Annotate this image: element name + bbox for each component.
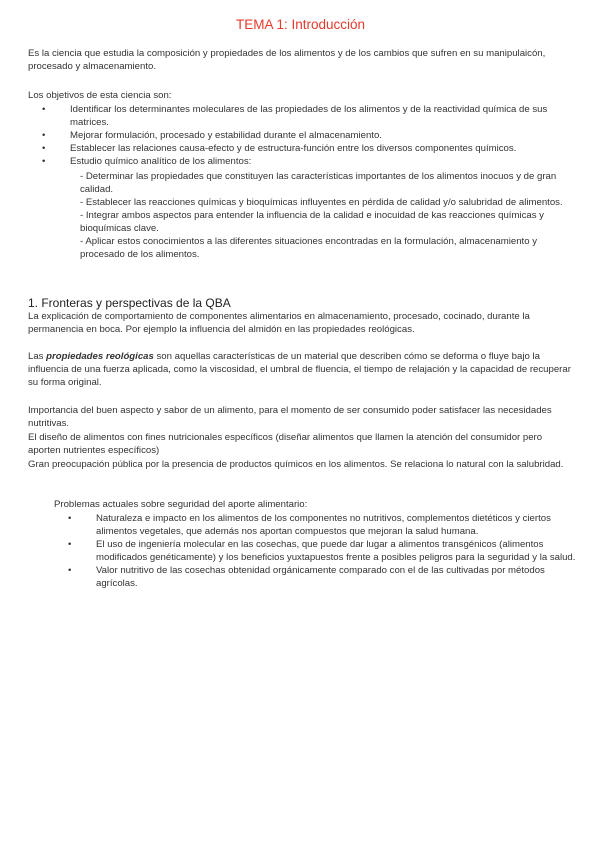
section-heading: 1. Fronteras y perspectivas de la QBA xyxy=(28,296,231,310)
list-item: • Mejorar formulación, procesado y estabilidad durante el almacenamiento. xyxy=(70,129,576,142)
text-rest: son aquellas características de un material que describen cómo se deforma o fluye bajo la influencia de una fuerza aplicada, como la viscosidad, el umbral de fluencia, el tiempo de relajación y la capacidad de recuperar su forma original. xyxy=(28,351,571,388)
page-title: TEMA 1: Introducción xyxy=(235,17,366,32)
list-item: • El uso de ingeniería molecular en las cosechas, que puede dar lugar a alimentos transgénicos (alimentos modificados genéticamente) y los beneficios yuxtapuestos frente a posibles peligros para la seguridad y la salud. xyxy=(96,538,576,564)
list-item: • Establecer las relaciones causa-efecto y de estructura-función entre los diversos componentes químicos. xyxy=(70,142,576,155)
list-item: • Naturaleza e impacto en los alimentos de los componentes no nutritivos, complementos dietéticos y ciertos alimentos vegetales, que además nos aportan compuestos que mejoran la salud humana. xyxy=(96,512,576,538)
list-item: • Identificar los determinantes moleculares de las propiedades de los alimentos y de la reactividad química de sus matrices. xyxy=(70,103,576,129)
section-paragraph: Importancia del buen aspecto y sabor de un alimento, para el momento de ser consumido poder satisfacer las necesidades nutritivas. xyxy=(28,405,552,429)
list-item: - Establecer las reacciones químicas y bioquímicas influyentes en pérdida de calidad y/o salubridad de alimentos. xyxy=(80,197,563,208)
problems-intro: Problemas actuales sobre seguridad del aporte alimentario: xyxy=(54,499,308,510)
section-paragraph: Gran preocupación pública por la presencia de productos químicos en los alimentos. Se relaciona lo natural con la salubridad. xyxy=(28,459,564,470)
list-item: - Integrar ambos aspectos para entender la influencia de la calidad e inocuidad de kas reacciones químicas y bioquímicas clave. xyxy=(80,210,544,234)
objectives-list xyxy=(70,103,576,168)
text-prefix: Las xyxy=(28,351,47,362)
list-item: - Aplicar estos conocimientos a las diferentes situaciones encontradas en la formulación, almacenamiento y procesado de los alimentos. xyxy=(80,236,538,260)
intro-paragraph: Es la ciencia que estudia la composición y propiedades de los alimentos y de los cambios que sufren en su manipulaicón, procesado y almacenamiento. xyxy=(28,48,546,72)
list-item: • Valor nutritivo de las cosechas obtenidad orgánicamente comparado con el de las cultivadas por métodos agrícolas. xyxy=(96,564,576,590)
sub-objectives-list xyxy=(80,170,566,261)
objectives-intro: Los objetivos de esta ciencia son: xyxy=(28,90,172,101)
section-paragraph: El diseño de alimentos con fines nutricionales específicos (diseñar alimentos que llamen la atención del consumidor pero aporten nutrientes específicos) xyxy=(28,432,543,456)
problems-list xyxy=(96,512,576,590)
emphasis-term: propiedades reológicas xyxy=(46,351,154,362)
list-item: • Estudio químico analítico de los alimentos: xyxy=(70,155,576,168)
list-item: - Determinar las propiedades que constituyen las características importantes de los alimentos inocuos y de gran calidad. xyxy=(80,171,557,195)
rheology-paragraph xyxy=(28,350,576,389)
section-paragraph: La explicación de comportamiento de componentes alimentarios en almacenamiento, procesado, cocinado, durante la permanencia en boca. Por ejemplo la influencia del almidón en las propiedades reológicas. xyxy=(28,311,530,335)
